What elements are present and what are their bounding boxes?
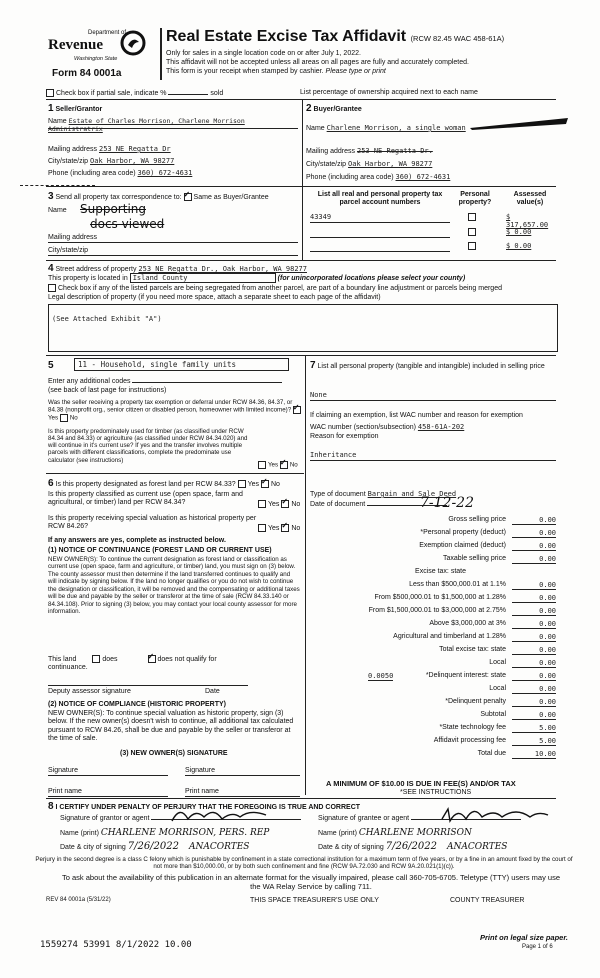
stamp-line1: Supporting xyxy=(80,202,146,216)
grantor-name[interactable]: CHARLENE MORRISON, PERS. REP xyxy=(100,828,270,838)
dept-line1: Department of xyxy=(88,30,127,36)
historic-no-checkbox[interactable] xyxy=(281,524,289,532)
buyer-city-row: City/state/zip Oak Harbor, WA 98277 xyxy=(306,160,433,168)
see-back-note: (see back of last page for instructions) xyxy=(48,387,167,394)
grantee-date[interactable]: 7/26/2022 xyxy=(385,841,437,852)
calc-label: Gross selling price xyxy=(448,516,506,523)
grantor-date[interactable]: 7/26/2022 xyxy=(127,841,179,852)
does-not-checkbox[interactable] xyxy=(148,655,156,663)
sig-label: Signature xyxy=(185,767,215,774)
calc-amount[interactable]: 0.00 xyxy=(512,698,556,707)
seller-phone-row: Phone (including area code) 360) 672-4631 xyxy=(48,169,193,177)
forest-no-checkbox[interactable] xyxy=(261,480,269,488)
certify-statement: 8 I CERTIFY UNDER PENALTY OF PERJURY THAT THE FOREGOING IS TRUE AND CORRECT xyxy=(48,801,361,812)
grantor-name-row: Name (print) CHARLENE MORRISON, PERS. REP xyxy=(60,828,270,838)
parcel-row xyxy=(310,242,556,252)
seller-phone[interactable]: 360) 672-4631 xyxy=(137,169,193,177)
seller-mail[interactable]: 253 NE Regatta Dr xyxy=(98,145,171,153)
sold-label: sold xyxy=(210,89,224,97)
calc-label: Taxable selling price xyxy=(442,555,506,562)
calc-label: From $500,000.01 to $1,500,000 at 1.28% xyxy=(374,594,506,601)
intro-line2: This affidavit will not be accepted unless all areas on all pages are fully and accurately completed. xyxy=(166,59,469,66)
same-as-buyer-checkbox[interactable] xyxy=(184,193,192,201)
buyer-mail-row: Mailing address 253 NE Regatta Dr. xyxy=(306,147,433,155)
calc-label: *Delinquent penalty xyxy=(445,698,506,705)
alt-format-notice: To ask about the availability of this publication in an alternate format for the visually impaired, please call 360-705-6705. Teletype (TTY) users may use the WA Relay Service by calling 711. xyxy=(61,873,561,891)
calc-label: Above $3,000,000 at 3% xyxy=(429,620,506,627)
calc-row xyxy=(310,633,556,643)
calc-row xyxy=(310,594,556,604)
sec3-mail-row: Mailing address xyxy=(48,234,98,241)
stamp-line2: docs viewed xyxy=(90,217,165,231)
grantor-city[interactable]: ANACORTES xyxy=(188,842,250,852)
calc-amount[interactable]: 0.00 xyxy=(512,633,556,642)
calc-row xyxy=(310,737,556,747)
calc-amount[interactable]: 0.00 xyxy=(512,672,556,681)
personal-property-value[interactable]: None xyxy=(310,391,327,399)
grantor-sig-row: Signature of grantor or agent xyxy=(60,815,301,823)
parcels-heading: List all real and personal property tax parcel account numbers xyxy=(317,191,443,207)
calc-amount[interactable]: 0.00 xyxy=(512,594,556,603)
assessed-value[interactable]: $ 317,657.00 xyxy=(506,213,549,230)
calc-label: Excise tax: state xyxy=(415,568,466,575)
sec6-q2: Is this property classified as current use (open space, farm and agricultural, or timber) land per RCW 84.34? xyxy=(48,491,243,507)
calc-amount[interactable]: 0.00 xyxy=(512,620,556,629)
calc-amount[interactable]: 0.00 xyxy=(512,542,556,551)
sec5-number: 5 xyxy=(48,360,54,371)
calc-amount[interactable]: 5.00 xyxy=(512,737,556,746)
county-treasurer-label: COUNTY TREASURER xyxy=(450,897,525,904)
buyer-phone[interactable]: 360) 672-4631 xyxy=(395,173,451,181)
calc-label: Agricultural and timberland at 1.28% xyxy=(393,633,506,640)
calc-label: Total excise tax: state xyxy=(439,646,506,653)
forest-yes-checkbox[interactable] xyxy=(238,480,246,488)
partial-sale-check[interactable] xyxy=(46,89,223,98)
rcw-ref: (RCW 82.45 WAC 458-61A) xyxy=(410,34,505,43)
any-yes-note: If any answers are yes, complete as instructed below. xyxy=(48,537,226,544)
calc-label: Subtotal xyxy=(480,711,506,718)
calc-row xyxy=(310,620,556,630)
calc-label: Less than $500,000.01 at 1.1% xyxy=(409,581,506,588)
deputy-date-label: Date xyxy=(205,688,220,695)
assessed-heading: Assessed value(s) xyxy=(513,191,547,207)
grantee-date-row: Date & city of signing 7/26/2022 ANACORTES xyxy=(318,841,508,852)
calc-row xyxy=(310,581,556,591)
sec3-heading: 3 Send all property tax correspondence to: ✓ Same as Buyer/Grantee xyxy=(48,191,269,203)
sec6-q2-answer: Yes ✓ No xyxy=(258,500,300,509)
parcel-row xyxy=(310,213,556,230)
doc-date-row: Date of document xyxy=(310,501,447,509)
sec7-label: 7 List all personal property (tangible and intangible) included in selling price xyxy=(310,360,545,371)
calc-label: Local xyxy=(489,659,506,666)
additional-codes: Enter any additional codes xyxy=(48,378,282,386)
partial-sale-label: Check box if partial sale, indicate % xyxy=(56,89,167,97)
seller-name[interactable]: Estate of Charles Morrison, Charlene Morrison Administratrix xyxy=(48,117,245,134)
grantee-city[interactable]: ANACORTES xyxy=(446,842,508,852)
seller-heading: 1 Seller/Grantor xyxy=(48,103,103,114)
treasurer-use-label: THIS SPACE TREASURER'S USE ONLY xyxy=(250,897,379,904)
calc-row xyxy=(310,607,556,617)
parcel-number[interactable]: 43349 xyxy=(310,213,332,221)
grantee-name-row: Name (print) CHARLENE MORRISON xyxy=(318,828,472,838)
notice2-heading: (2) NOTICE OF COMPLIANCE (HISTORIC PROPERTY) xyxy=(48,701,226,708)
sec5-q2: Is this property predominately used for timber (as classified under RCW 84.34 and 84.33) or agriculture (as classified under RCW 84.34.020) and will continue in it's current use? If yes and the transfer involves multiple parcels with different classifications, complete the predominate use calculator (see instructions) xyxy=(48,428,248,464)
grantee-sig-row: Signature of grantee or agent xyxy=(318,815,521,823)
intro-line3 xyxy=(166,68,386,76)
parcel-row xyxy=(310,228,556,238)
calc-amount[interactable]: 0.00 xyxy=(512,659,556,668)
sig-label: Signature xyxy=(48,767,78,774)
land-qualify-row: This land does ✓ does not qualify for xyxy=(48,655,303,664)
dept-line2: Revenue xyxy=(48,37,103,53)
calc-row xyxy=(310,672,556,682)
supporting-stamp xyxy=(80,202,164,232)
intro-receipt: This form is your receipt when stamped by cashier. xyxy=(166,68,324,75)
calc-label: Affidavit processing fee xyxy=(433,737,506,744)
segregated-check[interactable]: Check box if any of the listed parcels are being segregated from another parcel, are part of a boundary line adjustment or parcels being merged xyxy=(48,284,502,293)
property-address[interactable]: 253 NE Regatta Dr., Oak Harbor, WA 98277 xyxy=(138,265,307,273)
seller-city[interactable]: Oak Harbor, WA 98277 xyxy=(90,157,175,165)
same-as-buyer-label: Same as Buyer/Grantee xyxy=(193,194,269,201)
minimum-due-note: A MINIMUM OF $10.00 IS DUE IN FEE(S) AND/OR TAX xyxy=(326,779,516,788)
doc-date[interactable]: 7-12-22 xyxy=(420,495,474,511)
reason-label: Reason for exemption xyxy=(310,433,379,440)
print-name-label: Print name xyxy=(48,788,82,795)
sec6-q3: Is this property receiving special valuation as historical property per RCW 84.26? xyxy=(48,515,257,531)
doc-type-row: Type of document Bargain and Sale Deed xyxy=(310,490,457,498)
recording-stamp: 1559274 53991 8/1/2022 10.00 xyxy=(40,940,192,950)
calc-amount[interactable]: 0.00 xyxy=(512,516,556,525)
rev-label: REV 84 0001a (5/31/22) xyxy=(46,897,111,903)
q2-yes-checkbox[interactable] xyxy=(258,461,266,469)
historic-yes-checkbox[interactable] xyxy=(258,524,266,532)
seller-mail-row: Mailing address 253 NE Regatta Dr xyxy=(48,145,171,153)
form-title xyxy=(166,28,504,46)
sec4-address-row: 4 Street address of property 253 NE Regatta Dr., Oak Harbor, WA 98277 xyxy=(48,263,307,274)
form-number: Form 84 0001a xyxy=(52,68,122,79)
calc-label: Local xyxy=(489,685,506,692)
deputy-sig-label: Deputy assessor signature xyxy=(48,688,131,695)
calc-amount[interactable]: 0.00 xyxy=(512,581,556,590)
calc-row xyxy=(310,568,556,578)
located-note: (for unincorporated locations please select your county) xyxy=(277,275,466,282)
buyer-name-row: Name Charlene Morrison, a single woman xyxy=(306,124,466,132)
current-use-no-checkbox[interactable] xyxy=(281,500,289,508)
sec3-name-row: Name xyxy=(48,207,67,214)
calc-row xyxy=(310,529,556,539)
calc-label: *Delinquent interest: state xyxy=(425,672,506,679)
buyer-mail[interactable]: 253 NE Regatta Dr. xyxy=(356,147,433,155)
ownership-note: List percentage of ownership acquired next to each name xyxy=(300,89,478,96)
intro-type-print: Please type or print xyxy=(325,68,386,75)
doc-type[interactable]: Bargain and Sale Deed xyxy=(367,490,457,498)
calc-label: *State technology fee xyxy=(439,724,506,731)
calc-amount[interactable]: 0.00 xyxy=(512,529,556,538)
current-use-yes-checkbox[interactable] xyxy=(258,500,266,508)
personal-heading: Personal property? xyxy=(458,191,492,207)
calc-row xyxy=(310,698,556,708)
see-instructions: *SEE INSTRUCTIONS xyxy=(400,789,472,796)
calc-label: *Personal property (deduct) xyxy=(420,529,506,536)
legal-description: (See Attached Exhibit "A") xyxy=(52,315,162,323)
legal-label: Legal description of property (if you need more space, attach a separate sheet to each page of the affidavit) xyxy=(48,294,381,301)
calc-amount[interactable]: 10.00 xyxy=(512,750,556,759)
exemption-label: If claiming an exemption, list WAC number and reason for exemption xyxy=(310,412,523,419)
county-select[interactable]: Island County xyxy=(130,273,276,283)
sec5-q1: Was the seller receiving a property tax exemption or deferral under RCW 84.36, 84.37, or 84.38 (nonprofit org., senior citizen or disabled person, homeowner with limited income)? ✓Yes No xyxy=(48,399,303,422)
pen-mark xyxy=(470,116,570,134)
sec3-city-row: City/state/zip xyxy=(48,247,89,254)
personal-checkbox[interactable] xyxy=(468,242,476,250)
continuance-label: continuance. xyxy=(48,664,88,671)
exemption-reason[interactable]: Inheritance xyxy=(310,451,357,459)
buyer-heading: 2 Buyer/Grantee xyxy=(306,103,362,114)
grantee-signature[interactable] xyxy=(440,805,550,825)
print-name-label: Print name xyxy=(185,788,219,795)
calc-row xyxy=(310,711,556,721)
notice1-text: NEW OWNER(S): To continue the current designation as forest land or classification as current use (open space, farm and agriculture, or timber) land, you must sign on (3) below. The county assessor must then determine if the land transferred continues to qualify and will indicate by signing below. If the land no longer qualifies or you do not wish to continue the designation or classification, it will be removed and the compensating or additional taxes will be due and payable by the seller or transferor at the time of sale (RCW 84.33.140 or 84.34.108). Prior to signing (3) below, you may contact your local county assessor for more information. xyxy=(48,556,300,616)
q1-no-checkbox[interactable] xyxy=(60,414,68,422)
personal-checkbox[interactable] xyxy=(468,213,476,221)
legal-size-note: Print on legal size paper. xyxy=(480,933,568,942)
use-code-select[interactable]: 11 - Household, single family units xyxy=(74,358,289,371)
legal-description-box[interactable] xyxy=(48,304,558,352)
perjury-notice: Perjury in the second degree is a class C felony which is punishable by confinement in a state correctional institution for a maximum term of five years, or by a fine in an amount fixed by the court of not more than $10,000.00, or by both such confinement and fine (RCW 9A.72.030 and RCW 9A.20.021(1)(c)). xyxy=(35,856,573,871)
sec5-q2-answer: Yes ✓ No xyxy=(258,461,298,469)
notice2-text: NEW OWNER(S): To continue special valuation as historic property, sign (3) below. If the new owner(s) doesn't wish to continue, all additional tax calculated pursuant to RCW 84.26, shall be due and payable by the seller or transferor at the time of sale. xyxy=(48,710,294,743)
new-owner-sig-heading: (3) NEW OWNER(S) SIGNATURE xyxy=(120,750,228,757)
intro-line1: Only for sales in a single location code on or after July 1, 2022. xyxy=(166,50,361,57)
buyer-city[interactable]: Oak Harbor, WA 98277 xyxy=(348,160,433,168)
q2-no-checkbox[interactable] xyxy=(280,461,288,469)
q1-yes-checkbox[interactable] xyxy=(293,406,301,414)
calc-row xyxy=(310,685,556,695)
seller-name-row: Name Estate of Charles Morrison, Charlene Morrison Administratrix xyxy=(48,117,245,134)
calc-row xyxy=(310,646,556,656)
calc-amount[interactable]: 0.00 xyxy=(512,711,556,720)
calc-amount[interactable]: 0.00 xyxy=(512,555,556,564)
does-checkbox[interactable] xyxy=(92,655,100,663)
calc-row xyxy=(310,750,556,760)
calc-amount[interactable]: 0.00 xyxy=(512,646,556,655)
seller-city-row: City/state/zip Oak Harbor, WA 98277 xyxy=(48,157,175,165)
calc-label: Exemption claimed (deduct) xyxy=(419,542,506,549)
calc-label: Total due xyxy=(477,750,506,757)
dor-swirl-icon xyxy=(120,30,146,56)
local-rate[interactable]: 0.0050 xyxy=(368,672,394,680)
wac-number[interactable]: 458-61A-202 xyxy=(417,423,465,431)
sec6-q3-answer: Yes ✓ No xyxy=(258,524,300,533)
sec6-q1: 6 Is this property designated as forest land per RCW 84.33? Yes ✓ No xyxy=(48,478,303,490)
grantor-date-row: Date & city of signing 7/26/2022 ANACORTES xyxy=(60,841,250,852)
grantor-signature[interactable] xyxy=(170,805,270,825)
sec4-located-row: This property is located in Island County (for unincorporated locations please select your county) xyxy=(48,274,466,282)
notice1-heading: (1) NOTICE OF CONTINUANCE (FOREST LAND OR CURRENT USE) xyxy=(48,547,272,554)
calc-row xyxy=(310,542,556,552)
calc-amount[interactable]: 0.00 xyxy=(512,685,556,694)
calc-row xyxy=(310,516,556,526)
buyer-phone-row: Phone (including area code) 360) 672-4631 xyxy=(306,173,451,181)
assessed-value[interactable]: $ 0.00 xyxy=(506,242,532,250)
calc-amount[interactable]: 5.00 xyxy=(512,724,556,733)
calc-amount[interactable]: 0.00 xyxy=(512,607,556,616)
calc-row xyxy=(310,555,556,565)
grantee-name[interactable]: CHARLENE MORRISON xyxy=(358,828,472,838)
buyer-name[interactable]: Charlene Morrison, a single woman xyxy=(326,124,466,132)
title-text: Real Estate Excise Tax Affidavit xyxy=(166,28,407,45)
state-label: Washington State xyxy=(74,56,118,62)
calc-row xyxy=(310,659,556,669)
wac-row: WAC number (section/subsection) 458-61A-202 xyxy=(310,423,465,431)
page-number: Page 1 of 6 xyxy=(522,944,553,950)
calc-row xyxy=(310,724,556,734)
calc-label: From $1,500,000.01 to $3,000,000 at 2.75% xyxy=(368,607,506,614)
personal-checkbox[interactable] xyxy=(468,228,476,236)
assessed-value[interactable]: $ 0.00 xyxy=(506,228,532,236)
